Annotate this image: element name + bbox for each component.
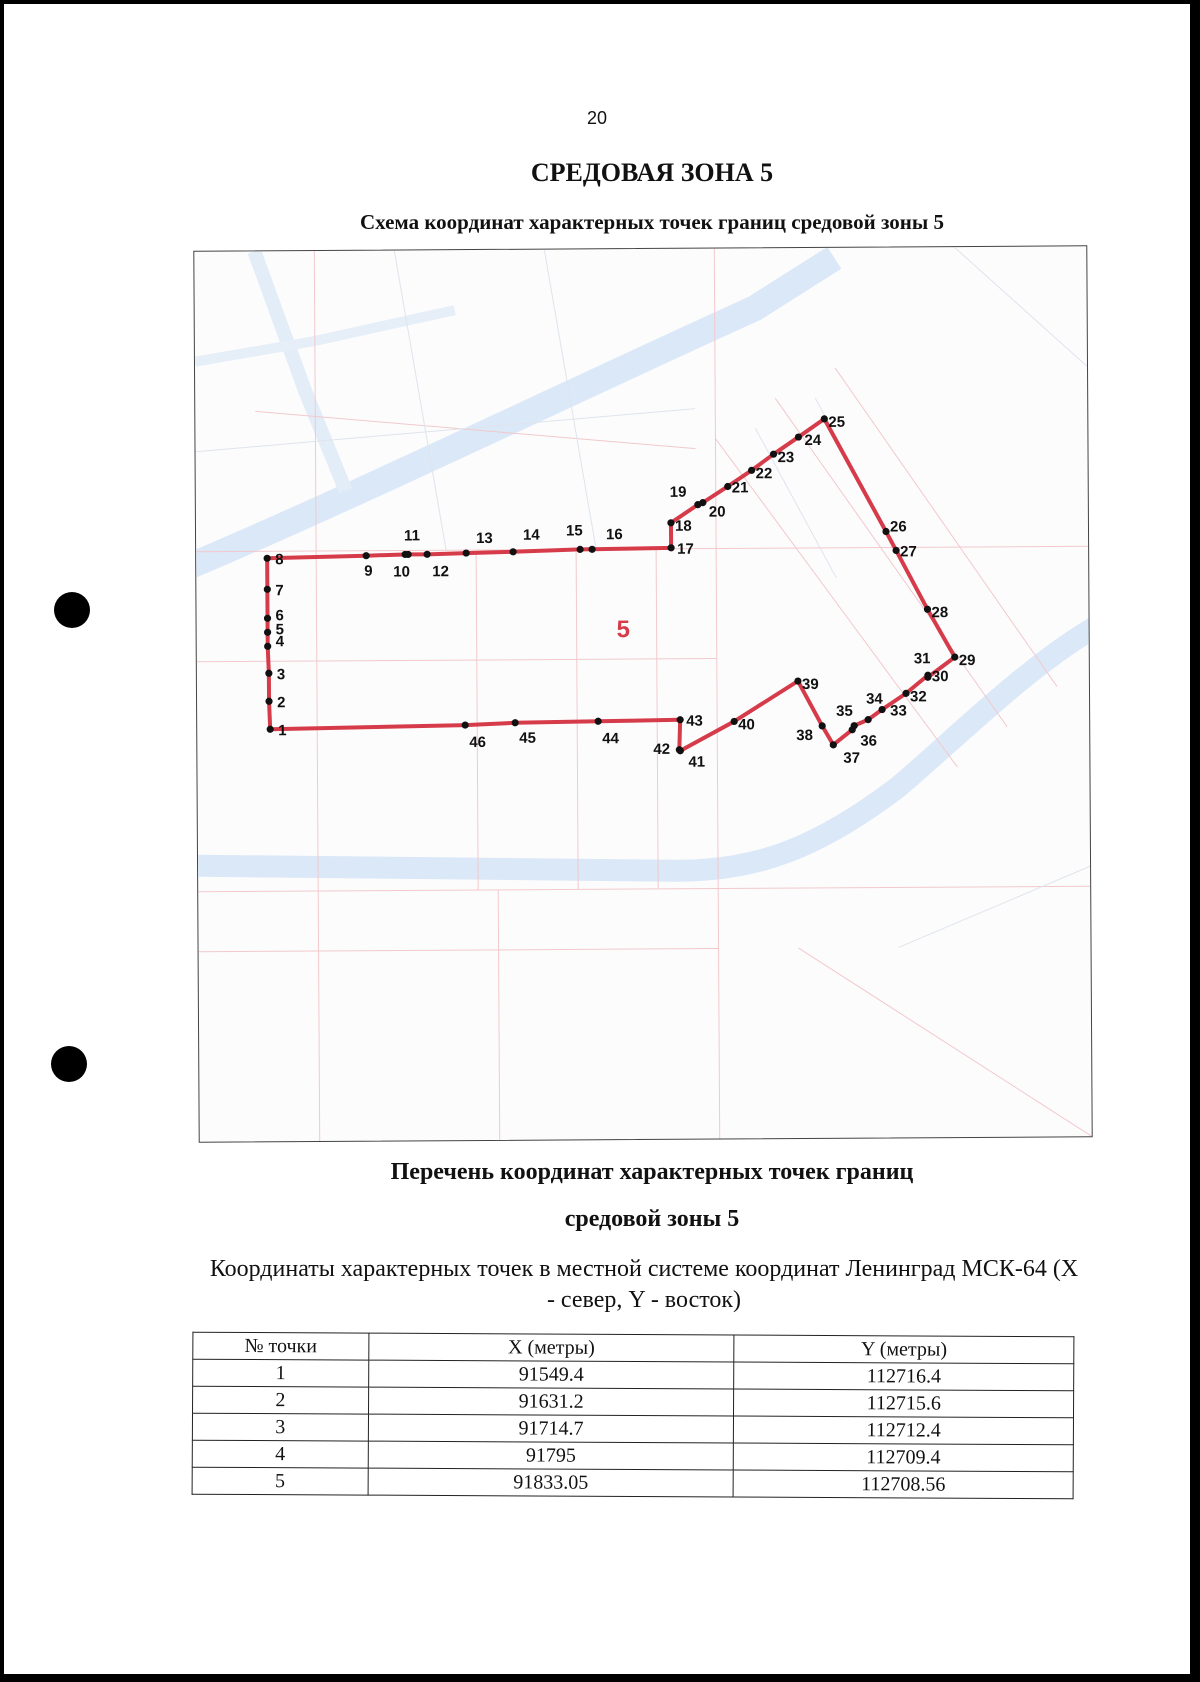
coordinate-system-description: Координаты характерных точек в местной системе координат Ленинград МСК-64 (X - север, Y - восток) bbox=[209, 1256, 1079, 1314]
boundary-point-label: 23 bbox=[777, 449, 795, 467]
boundary-point-label: 21 bbox=[731, 479, 749, 497]
boundary-point-label: 15 bbox=[565, 522, 583, 540]
boundary-point-label: 44 bbox=[602, 730, 620, 748]
boundary-point-marker bbox=[893, 547, 900, 554]
y-cell: 112708.56 bbox=[733, 1470, 1073, 1499]
boundary-point-marker bbox=[264, 629, 271, 636]
boundary-point-label: 8 bbox=[275, 551, 284, 569]
boundary-point-marker bbox=[265, 698, 272, 705]
boundary-point-marker bbox=[405, 551, 412, 558]
boundary-point-marker bbox=[462, 721, 469, 728]
point-number-cell: 5 bbox=[192, 1467, 368, 1495]
boundary-point-marker bbox=[676, 746, 683, 753]
boundary-point-marker bbox=[724, 483, 731, 490]
document-page bbox=[4, 4, 1190, 1674]
boundary-point-marker bbox=[924, 672, 931, 679]
boundary-point-label: 43 bbox=[686, 712, 703, 730]
boundary-point-label: 30 bbox=[931, 668, 949, 686]
boundary-point-marker bbox=[819, 722, 826, 729]
boundary-point-label: 13 bbox=[475, 529, 493, 548]
boundary-point-marker bbox=[902, 690, 909, 697]
boundary-point-label: 4 bbox=[275, 633, 285, 651]
list-title-line1: Перечень координат характерных точек границ bbox=[390, 1159, 914, 1185]
boundary-point-label: 19 bbox=[669, 483, 687, 501]
boundary-point-label: 3 bbox=[276, 666, 286, 684]
punch-hole-bottom bbox=[51, 1046, 87, 1082]
boundary-point-label: 38 bbox=[796, 726, 813, 745]
boundary-point-marker bbox=[264, 615, 271, 622]
boundary-point-marker bbox=[677, 716, 684, 723]
boundary-point-marker bbox=[795, 433, 802, 440]
boundary-point-label: 2 bbox=[276, 694, 286, 712]
page-title: СРЕДОВАЯ ЗОНА 5 bbox=[530, 158, 774, 187]
point-number-cell: 4 bbox=[192, 1440, 368, 1468]
boundary-point-label: 11 bbox=[403, 527, 420, 545]
table-row bbox=[192, 1467, 1073, 1499]
boundary-point-marker bbox=[667, 544, 674, 551]
boundary-point-marker bbox=[821, 415, 828, 422]
boundary-point-marker bbox=[588, 546, 595, 553]
boundary-point-marker bbox=[794, 677, 801, 684]
boundary-point-marker bbox=[849, 726, 856, 733]
boundary-point-label: 31 bbox=[913, 650, 931, 668]
scheme-subtitle: Схема координат характерных точек границ средовой зоны 5 bbox=[359, 210, 945, 234]
boundary-point-marker bbox=[699, 499, 706, 506]
y-cell: 112709.4 bbox=[734, 1443, 1074, 1472]
y-cell: 112712.4 bbox=[734, 1416, 1074, 1445]
x-cell: 91833.05 bbox=[368, 1468, 734, 1497]
boundary-point-label: 34 bbox=[865, 690, 883, 708]
point-number-cell: 2 bbox=[193, 1386, 369, 1414]
boundary-point-marker bbox=[595, 718, 602, 725]
boundary-point-label: 9 bbox=[364, 562, 373, 580]
boundary-point-marker bbox=[667, 519, 674, 526]
boundary-point-label: 41 bbox=[688, 753, 706, 771]
boundary-point-label: 36 bbox=[860, 732, 878, 750]
boundary-point-marker bbox=[510, 548, 517, 555]
y-cell: 112715.6 bbox=[734, 1389, 1074, 1418]
boundary-point-marker bbox=[576, 546, 583, 553]
list-title-line2: средовой зоны 5 bbox=[564, 1206, 740, 1232]
boundary-point-label: 28 bbox=[931, 604, 949, 622]
boundary-point-marker bbox=[512, 719, 519, 726]
boundary-point-label: 12 bbox=[432, 563, 449, 581]
zone-map-svg bbox=[194, 246, 1091, 1141]
boundary-point-label: 26 bbox=[889, 518, 907, 536]
boundary-point-marker bbox=[363, 552, 370, 559]
boundary-point-label: 35 bbox=[836, 702, 853, 720]
punch-hole-top bbox=[54, 592, 90, 628]
boundary-point-marker bbox=[748, 467, 755, 474]
point-number-cell: 3 bbox=[192, 1413, 368, 1441]
boundary-point-label: 37 bbox=[843, 749, 861, 767]
header-y: Y (метры) bbox=[734, 1335, 1074, 1364]
zone-map bbox=[193, 245, 1092, 1142]
boundary-point-label: 25 bbox=[828, 413, 846, 431]
boundary-point-marker bbox=[951, 653, 958, 660]
canal-lower bbox=[197, 626, 1092, 873]
boundary-point-marker bbox=[264, 555, 271, 562]
point-number-cell: 1 bbox=[193, 1359, 369, 1387]
boundary-point-label: 42 bbox=[653, 740, 671, 758]
boundary-point-label: 17 bbox=[677, 540, 694, 558]
boundary-point-marker bbox=[770, 451, 777, 458]
boundary-point-label: 16 bbox=[605, 526, 623, 544]
canal-left-2 bbox=[195, 310, 455, 362]
page-number: 20 bbox=[586, 108, 608, 128]
boundary-point-marker bbox=[424, 551, 431, 558]
boundary-point-label: 22 bbox=[755, 465, 773, 483]
canal-left bbox=[254, 251, 345, 492]
boundary-point-label: 10 bbox=[393, 563, 410, 581]
boundary-point-label: 18 bbox=[674, 517, 692, 535]
boundary-point-marker bbox=[463, 549, 470, 556]
boundary-point-label: 33 bbox=[890, 702, 907, 720]
x-cell: 91631.2 bbox=[368, 1387, 734, 1416]
x-cell: 91714.7 bbox=[368, 1414, 734, 1443]
boundary-point-marker bbox=[264, 643, 271, 650]
boundary-point-marker bbox=[267, 726, 274, 733]
boundary-point-label: 5 bbox=[275, 621, 284, 639]
header-point-number: № точки bbox=[193, 1332, 369, 1360]
boundary-point-label: 14 bbox=[522, 526, 540, 544]
boundary-point-label: 24 bbox=[804, 431, 822, 450]
boundary-point-label: 39 bbox=[801, 675, 819, 694]
boundary-point-label: 7 bbox=[275, 582, 284, 600]
boundary-point-marker bbox=[731, 718, 738, 725]
x-cell: 91549.4 bbox=[368, 1360, 734, 1389]
boundary-point-label: 45 bbox=[519, 729, 537, 747]
boundary-point-marker bbox=[830, 741, 837, 748]
boundary-point-marker bbox=[265, 670, 272, 677]
boundary-point-marker bbox=[865, 716, 872, 723]
boundary-point-label: 32 bbox=[909, 688, 927, 706]
boundary-point-label: 46 bbox=[469, 733, 487, 752]
header-x: X (метры) bbox=[369, 1333, 735, 1362]
x-cell: 91795 bbox=[368, 1441, 734, 1470]
boundary-point-marker bbox=[264, 586, 271, 593]
boundary-point-marker bbox=[924, 606, 931, 613]
boundary-point-label: 40 bbox=[738, 716, 755, 734]
boundary-point-label: 29 bbox=[958, 651, 976, 670]
boundary-point-marker bbox=[882, 528, 889, 535]
boundary-point-label: 20 bbox=[708, 503, 726, 521]
boundary-point-label: 6 bbox=[275, 607, 284, 625]
y-cell: 112716.4 bbox=[734, 1362, 1074, 1391]
boundary-point-label: 27 bbox=[900, 543, 917, 561]
zone-number-label: 5 bbox=[616, 616, 631, 644]
boundary-point-label: 1 bbox=[278, 722, 287, 740]
coordinates-table bbox=[192, 1332, 1075, 1500]
